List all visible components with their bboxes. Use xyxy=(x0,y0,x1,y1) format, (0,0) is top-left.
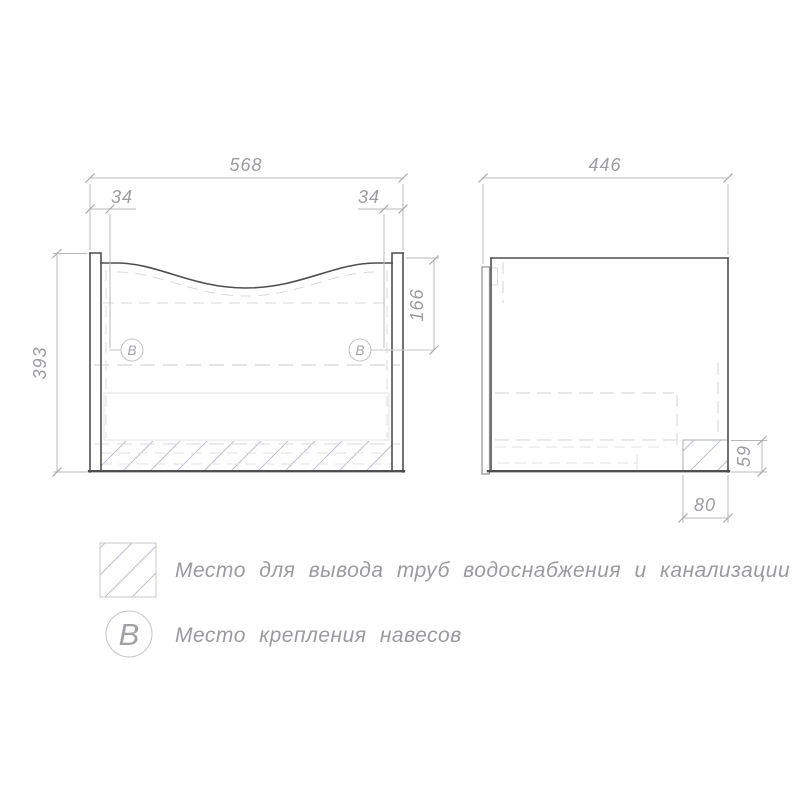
hidden-basin-curve xyxy=(117,272,376,296)
dim-front-offset-left xyxy=(86,187,137,348)
mount-symbol-label: B xyxy=(355,343,365,358)
dim-front-offset-left-label: 34 xyxy=(110,187,134,207)
legend-item-mount xyxy=(106,611,462,657)
front-view xyxy=(89,253,434,472)
legend-mount-symbol: B xyxy=(118,617,140,652)
mount-symbol-left xyxy=(109,339,143,361)
pipe-area-hatch xyxy=(101,441,392,471)
side-door-front xyxy=(482,267,490,474)
front-left-tab xyxy=(90,253,101,263)
dim-pipe-zone-width xyxy=(679,475,733,523)
dim-pipe-zone-height xyxy=(731,436,767,477)
dim-side-depth-label: 446 xyxy=(588,155,622,175)
front-right-tab xyxy=(392,253,403,263)
legend-item-pipe xyxy=(100,543,790,597)
dim-front-offset-right xyxy=(358,187,408,348)
dim-pipe-zone-height-label: 59 xyxy=(734,444,754,468)
legend-pipe-note: Место для вывода труб водоснабжения и канализации xyxy=(175,559,791,582)
dim-side-depth xyxy=(479,155,733,264)
pipe-hatch-swatch-icon xyxy=(100,543,156,597)
dim-mount-height xyxy=(406,256,439,355)
pipe-zone-hatch xyxy=(683,440,728,471)
legend-mount-note: Место крепления навесов xyxy=(175,624,462,647)
legend xyxy=(100,543,790,657)
side-view xyxy=(482,258,729,474)
dim-front-width-label: 568 xyxy=(229,155,263,175)
dim-front-offset-right-label: 34 xyxy=(357,187,381,207)
dim-mount-height-label: 166 xyxy=(407,288,427,322)
dim-front-height xyxy=(30,249,87,477)
hidden-shelf-outline xyxy=(104,393,389,440)
dim-pipe-zone-width-label: 80 xyxy=(693,495,717,515)
dim-front-height-label: 393 xyxy=(30,346,50,380)
mount-symbol-label: B xyxy=(127,343,137,358)
